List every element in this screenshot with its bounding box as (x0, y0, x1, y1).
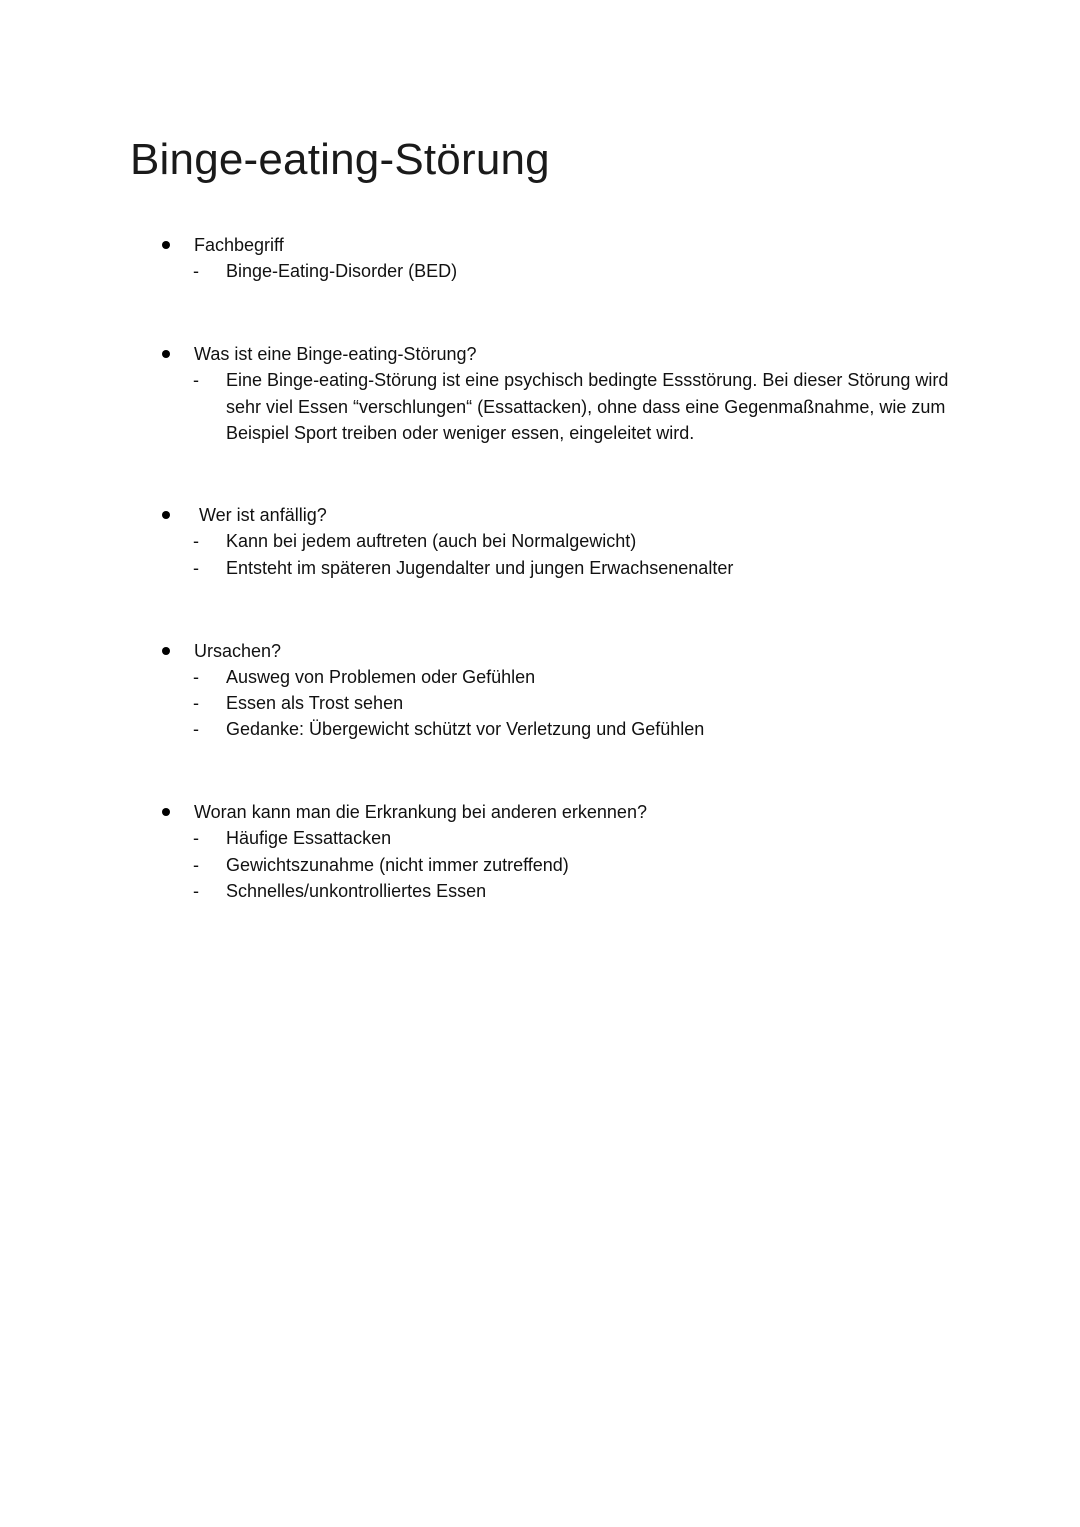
dash-marker: - (193, 667, 199, 687)
dash-marker: - (193, 719, 199, 739)
list-item-text: Ausweg von Problemen oder Gefühlen (226, 667, 536, 687)
list-item-text: Eine Binge-eating-Störung ist eine psychisch bedingte Essstörung. Bei dieser Störung wird sehr viel Essen “verschlungen“ (Essattacken), ohne dass eine Gegenmaßnahme, wie zum Beispiel Sport treiben oder weniger essen, eingeleitet wird. (226, 370, 949, 443)
list-item-text: Binge-Eating-Disorder (BED) (226, 261, 458, 281)
dash-marker: - (193, 881, 199, 901)
dash-marker: - (193, 828, 199, 848)
dash-marker: - (193, 531, 199, 551)
dash-marker: - (193, 693, 199, 713)
list-item-text: Gewichtszunahme (nicht immer zutreffend) (226, 855, 569, 875)
section-heading: Was ist eine Binge-eating-Störung? (194, 344, 477, 364)
list-item-text: Gedanke: Übergewicht schützt vor Verletzung und Gefühlen (226, 719, 705, 739)
section-heading: Fachbegriff (194, 235, 284, 255)
page-title: Binge-eating-Störung (130, 135, 550, 184)
list-item-text: Entsteht im späteren Jugendalter und jungen Erwachsenenalter (226, 558, 734, 578)
list-item-text: Häufige Essattacken (226, 828, 392, 848)
bullet-dot (162, 511, 170, 519)
dash-marker: - (193, 558, 199, 578)
bullet-dot (162, 241, 170, 249)
section-heading: Ursachen? (194, 641, 282, 661)
list-item-text: Schnelles/unkontrolliertes Essen (226, 881, 487, 901)
bullet-dot (162, 808, 170, 816)
dash-marker: - (193, 261, 199, 281)
bullet-dot (162, 647, 170, 655)
dash-marker: - (193, 370, 199, 390)
section-heading: Woran kann man die Erkrankung bei anderen erkennen? (194, 802, 647, 822)
list-item-text: Kann bei jedem auftreten (auch bei Normalgewicht) (226, 531, 637, 551)
dash-marker: - (193, 855, 199, 875)
list-item-text: Essen als Trost sehen (226, 693, 404, 713)
section-heading: Wer ist anfällig? (199, 505, 327, 525)
bullet-dot (162, 350, 170, 358)
